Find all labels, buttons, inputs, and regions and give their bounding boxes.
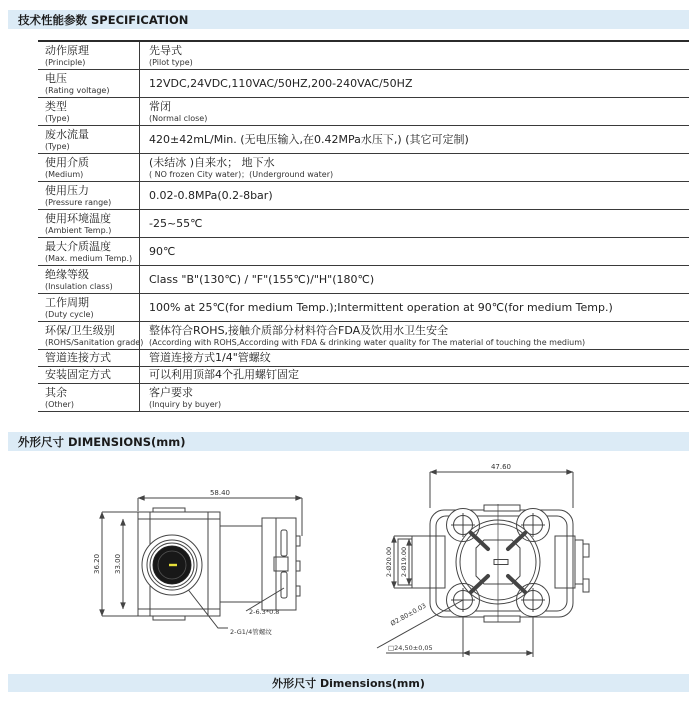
hole-dim-label: Ø2.80±0.03 — [389, 601, 428, 628]
spec-label-en: (Duty cycle) — [45, 309, 94, 319]
spec-value-sub: (Normal close) — [149, 113, 208, 123]
spec-row — [38, 238, 689, 266]
spec-value-cell — [140, 367, 689, 383]
solenoid-coil-outline — [220, 518, 300, 610]
spec-label-cell — [38, 350, 140, 366]
spec-label-cell — [38, 126, 140, 153]
spec-value-main: 0.02-0.8MPa(0.2-8bar) — [149, 188, 273, 202]
spec-value-main: 90℃ — [149, 244, 176, 258]
spec-value-main: 420±42mL/Min. (无电压输入,在0.42MPa水压下,) (其它可定制) — [149, 132, 469, 146]
side-view-drawing — [90, 486, 320, 666]
spec-label-en: (Type) — [45, 113, 70, 123]
spec-label-cell — [38, 210, 140, 237]
spec-value-sub: (Inquiry by buyer) — [149, 399, 222, 409]
spec-value-cell — [140, 266, 689, 293]
top-view-drawing — [372, 460, 642, 670]
spec-label-cell — [38, 294, 140, 321]
right-port — [555, 536, 589, 592]
spec-label-cell — [38, 98, 140, 125]
spec-label-zh: 使用介质 — [45, 156, 89, 170]
spec-row — [38, 70, 689, 98]
mount-square-dim-label: □24,50±0,05 — [388, 644, 433, 652]
top-width-dim-label: 47.60 — [490, 463, 512, 471]
spec-value-sub: ( NO frozen City water)；(Underground water) — [149, 169, 334, 179]
spec-section-title: 技术性能参数 SPECIFICATION — [18, 12, 189, 27]
spec-label-cell — [38, 266, 140, 293]
spec-label-zh: 动作原理 — [45, 44, 89, 58]
footer-caption: 外形尺寸 Dimensions(mm) — [272, 677, 425, 690]
spec-row — [38, 182, 689, 210]
spec-value-cell — [140, 210, 689, 237]
spec-label-cell — [38, 42, 140, 69]
spec-label-en: (Insulation class) — [45, 281, 113, 291]
spec-row — [38, 210, 689, 238]
spec-label-zh: 其余 — [45, 386, 67, 400]
spec-label-en: (Rating voltage) — [45, 85, 110, 95]
spec-value-main: 管道连接方式1/4"管螺纹 — [149, 351, 271, 365]
spec-row — [38, 367, 689, 384]
spec-row — [38, 350, 689, 367]
spec-label-zh: 废水流量 — [45, 128, 89, 142]
spec-row — [38, 98, 689, 126]
spec-label-zh: 工作周期 — [45, 296, 89, 310]
spec-value-main: Class "B"(130℃) / "F"(155℃)/"H"(180℃) — [149, 272, 375, 286]
spec-label-zh: 管道连接方式 — [45, 351, 111, 365]
spec-label-zh: 类型 — [45, 100, 67, 114]
spec-label-en: (Ambient Temp.) — [45, 225, 112, 235]
port-inner-dim-label: 2-Ø19.00 — [400, 546, 408, 578]
spec-value-main: 100% at 25℃(for medium Temp.);Intermittent operation at 90℃(for medium Temp.) — [149, 300, 613, 314]
spec-label-cell — [38, 322, 144, 349]
spec-value-cell — [140, 154, 689, 181]
spec-label-cell — [38, 238, 140, 265]
yellow-center-mark — [169, 564, 177, 566]
spec-value-main: 12VDC,24VDC,110VAC/50HZ,200-240VAC/50HZ — [149, 76, 413, 90]
spec-label-zh: 使用环境温度 — [45, 212, 111, 226]
spec-label-cell — [38, 182, 140, 209]
spec-value-main: (未结冰 )自来水； 地下水 — [149, 156, 275, 170]
spec-value-cell — [140, 350, 689, 366]
spec-table-body — [38, 42, 689, 412]
spec-value-cell — [140, 294, 689, 321]
threaded-port — [142, 535, 202, 595]
spec-label-cell — [38, 154, 140, 181]
spec-row — [38, 266, 689, 294]
port-thread-label: 2-G1/4管螺纹 — [230, 628, 272, 636]
top-width-dimension — [430, 472, 573, 508]
spec-value-main: 客户要求 — [149, 386, 193, 400]
spec-table — [38, 40, 689, 412]
spec-value-cell — [140, 70, 689, 97]
spec-value-main: 常闭 — [149, 100, 171, 114]
spec-label-cell — [38, 384, 140, 411]
spec-row — [38, 42, 689, 70]
spec-value-sub: (According with ROHS,According with FDA & drinking water quality for The material of touching the medium) — [149, 337, 586, 347]
side-height-inner-dim-label: 33.00 — [114, 553, 122, 575]
port-outer-dim-label: 2-Ø20.00 — [385, 546, 393, 578]
spec-value-main: 可以利用顶部4个孔用螺钉固定 — [149, 368, 299, 382]
spec-row — [38, 154, 689, 182]
spec-value-main: -25~55℃ — [149, 216, 203, 230]
spec-row — [38, 126, 689, 154]
dimensions-section-title: 外形尺寸 DIMENSIONS(mm) — [18, 434, 186, 449]
spec-label-en: (Pressure range) — [45, 197, 112, 207]
side-height-outer-dim-label: 36.20 — [93, 553, 101, 575]
spec-value-cell — [140, 42, 689, 69]
spec-row — [38, 384, 689, 412]
spec-label-en: (Max. medium Temp.) — [45, 253, 133, 263]
spec-value-main: 整体符合ROHS,接触介质部分材料符合FDA及饮用水卫生安全 — [149, 324, 449, 338]
spec-label-zh: 使用压力 — [45, 184, 89, 198]
spec-label-zh: 绝缘等级 — [45, 268, 89, 282]
spec-value-cell — [140, 182, 689, 209]
spec-label-zh: 安装固定方式 — [45, 368, 111, 382]
dimension-drawings — [0, 455, 697, 670]
terminal-size-label: 2-6.3*0.8 — [249, 608, 280, 616]
side-width-dim-label: 58.40 — [209, 489, 231, 497]
spec-value-cell — [140, 384, 689, 411]
spec-value-sub: (Pilot type) — [149, 57, 193, 67]
dimensions-section-header — [8, 432, 689, 451]
spec-section-header — [8, 10, 689, 29]
footer-caption-band — [8, 674, 689, 692]
spec-label-en: (Principle) — [45, 57, 86, 67]
spec-value-cell — [140, 322, 689, 349]
spec-label-zh: 环保/卫生级别 — [45, 324, 115, 338]
spec-label-en: (ROHS/Sanitation grade) — [45, 337, 144, 347]
spec-value-main: 先导式 — [149, 44, 182, 58]
spec-row — [38, 294, 689, 322]
spec-label-en: (Type) — [45, 141, 70, 151]
spec-label-cell — [38, 367, 140, 383]
spec-row — [38, 322, 689, 350]
spec-label-zh: 电压 — [45, 72, 67, 86]
spec-label-zh: 最大介质温度 — [45, 240, 111, 254]
spec-value-cell — [140, 98, 689, 125]
spec-label-en: (Other) — [45, 399, 74, 409]
spec-value-cell — [140, 126, 689, 153]
spec-value-cell — [140, 238, 689, 265]
spec-label-cell — [38, 70, 140, 97]
spec-label-en: (Medium) — [45, 169, 84, 179]
